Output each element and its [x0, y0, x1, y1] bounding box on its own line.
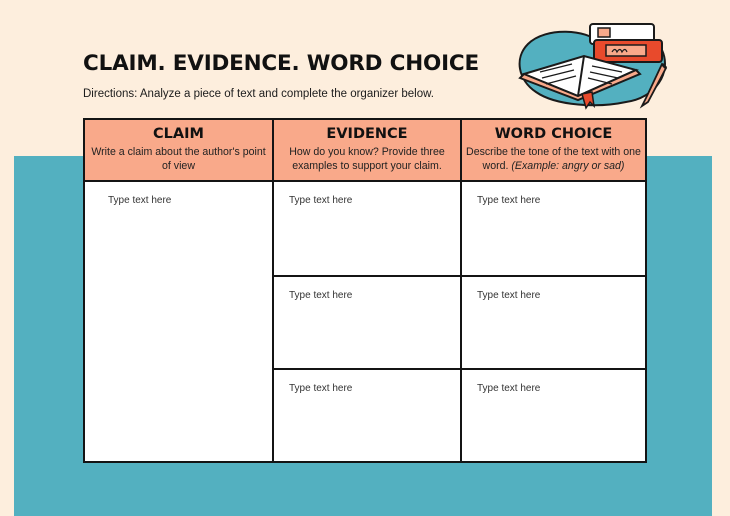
claim-header-description: Write a claim about the author's point of view	[91, 146, 266, 172]
open-book-with-books-and-pencil-icon	[506, 12, 676, 112]
word-choice-header-title: WORD CHOICE	[494, 126, 613, 142]
directions-text: Directions: Analyze a piece of text and complete the organizer below.	[83, 88, 434, 100]
claim-header-title: CLAIM	[153, 126, 204, 142]
word-choice-text-field-2[interactable]: Type text here	[460, 275, 645, 368]
evidence-column-header	[272, 120, 460, 182]
evidence-header-title: EVIDENCE	[326, 126, 408, 142]
evidence-text-field-1[interactable]: Type text here	[272, 182, 460, 275]
word-choice-text-field-3[interactable]: Type text here	[460, 368, 645, 461]
word-choice-description-text: Describe the tone of the text with one word.	[466, 146, 641, 172]
word-choice-header-description	[462, 145, 645, 173]
graphic-organizer-table	[83, 118, 647, 463]
claim-text-field[interactable]: Type text here	[85, 182, 272, 461]
page-title: CLAIM. EVIDENCE. WORD CHOICE	[83, 51, 479, 76]
word-choice-example-text: (Example: angry or sad)	[511, 160, 625, 172]
evidence-header-description: How do you know? Provide three examples to support your claim.	[289, 146, 445, 172]
evidence-text-field-2[interactable]: Type text here	[272, 275, 460, 368]
evidence-text-field-3[interactable]: Type text here	[272, 368, 460, 461]
claim-column-header	[85, 120, 272, 182]
word-choice-text-field-1[interactable]: Type text here	[460, 182, 645, 275]
word-choice-column-header	[460, 120, 645, 182]
